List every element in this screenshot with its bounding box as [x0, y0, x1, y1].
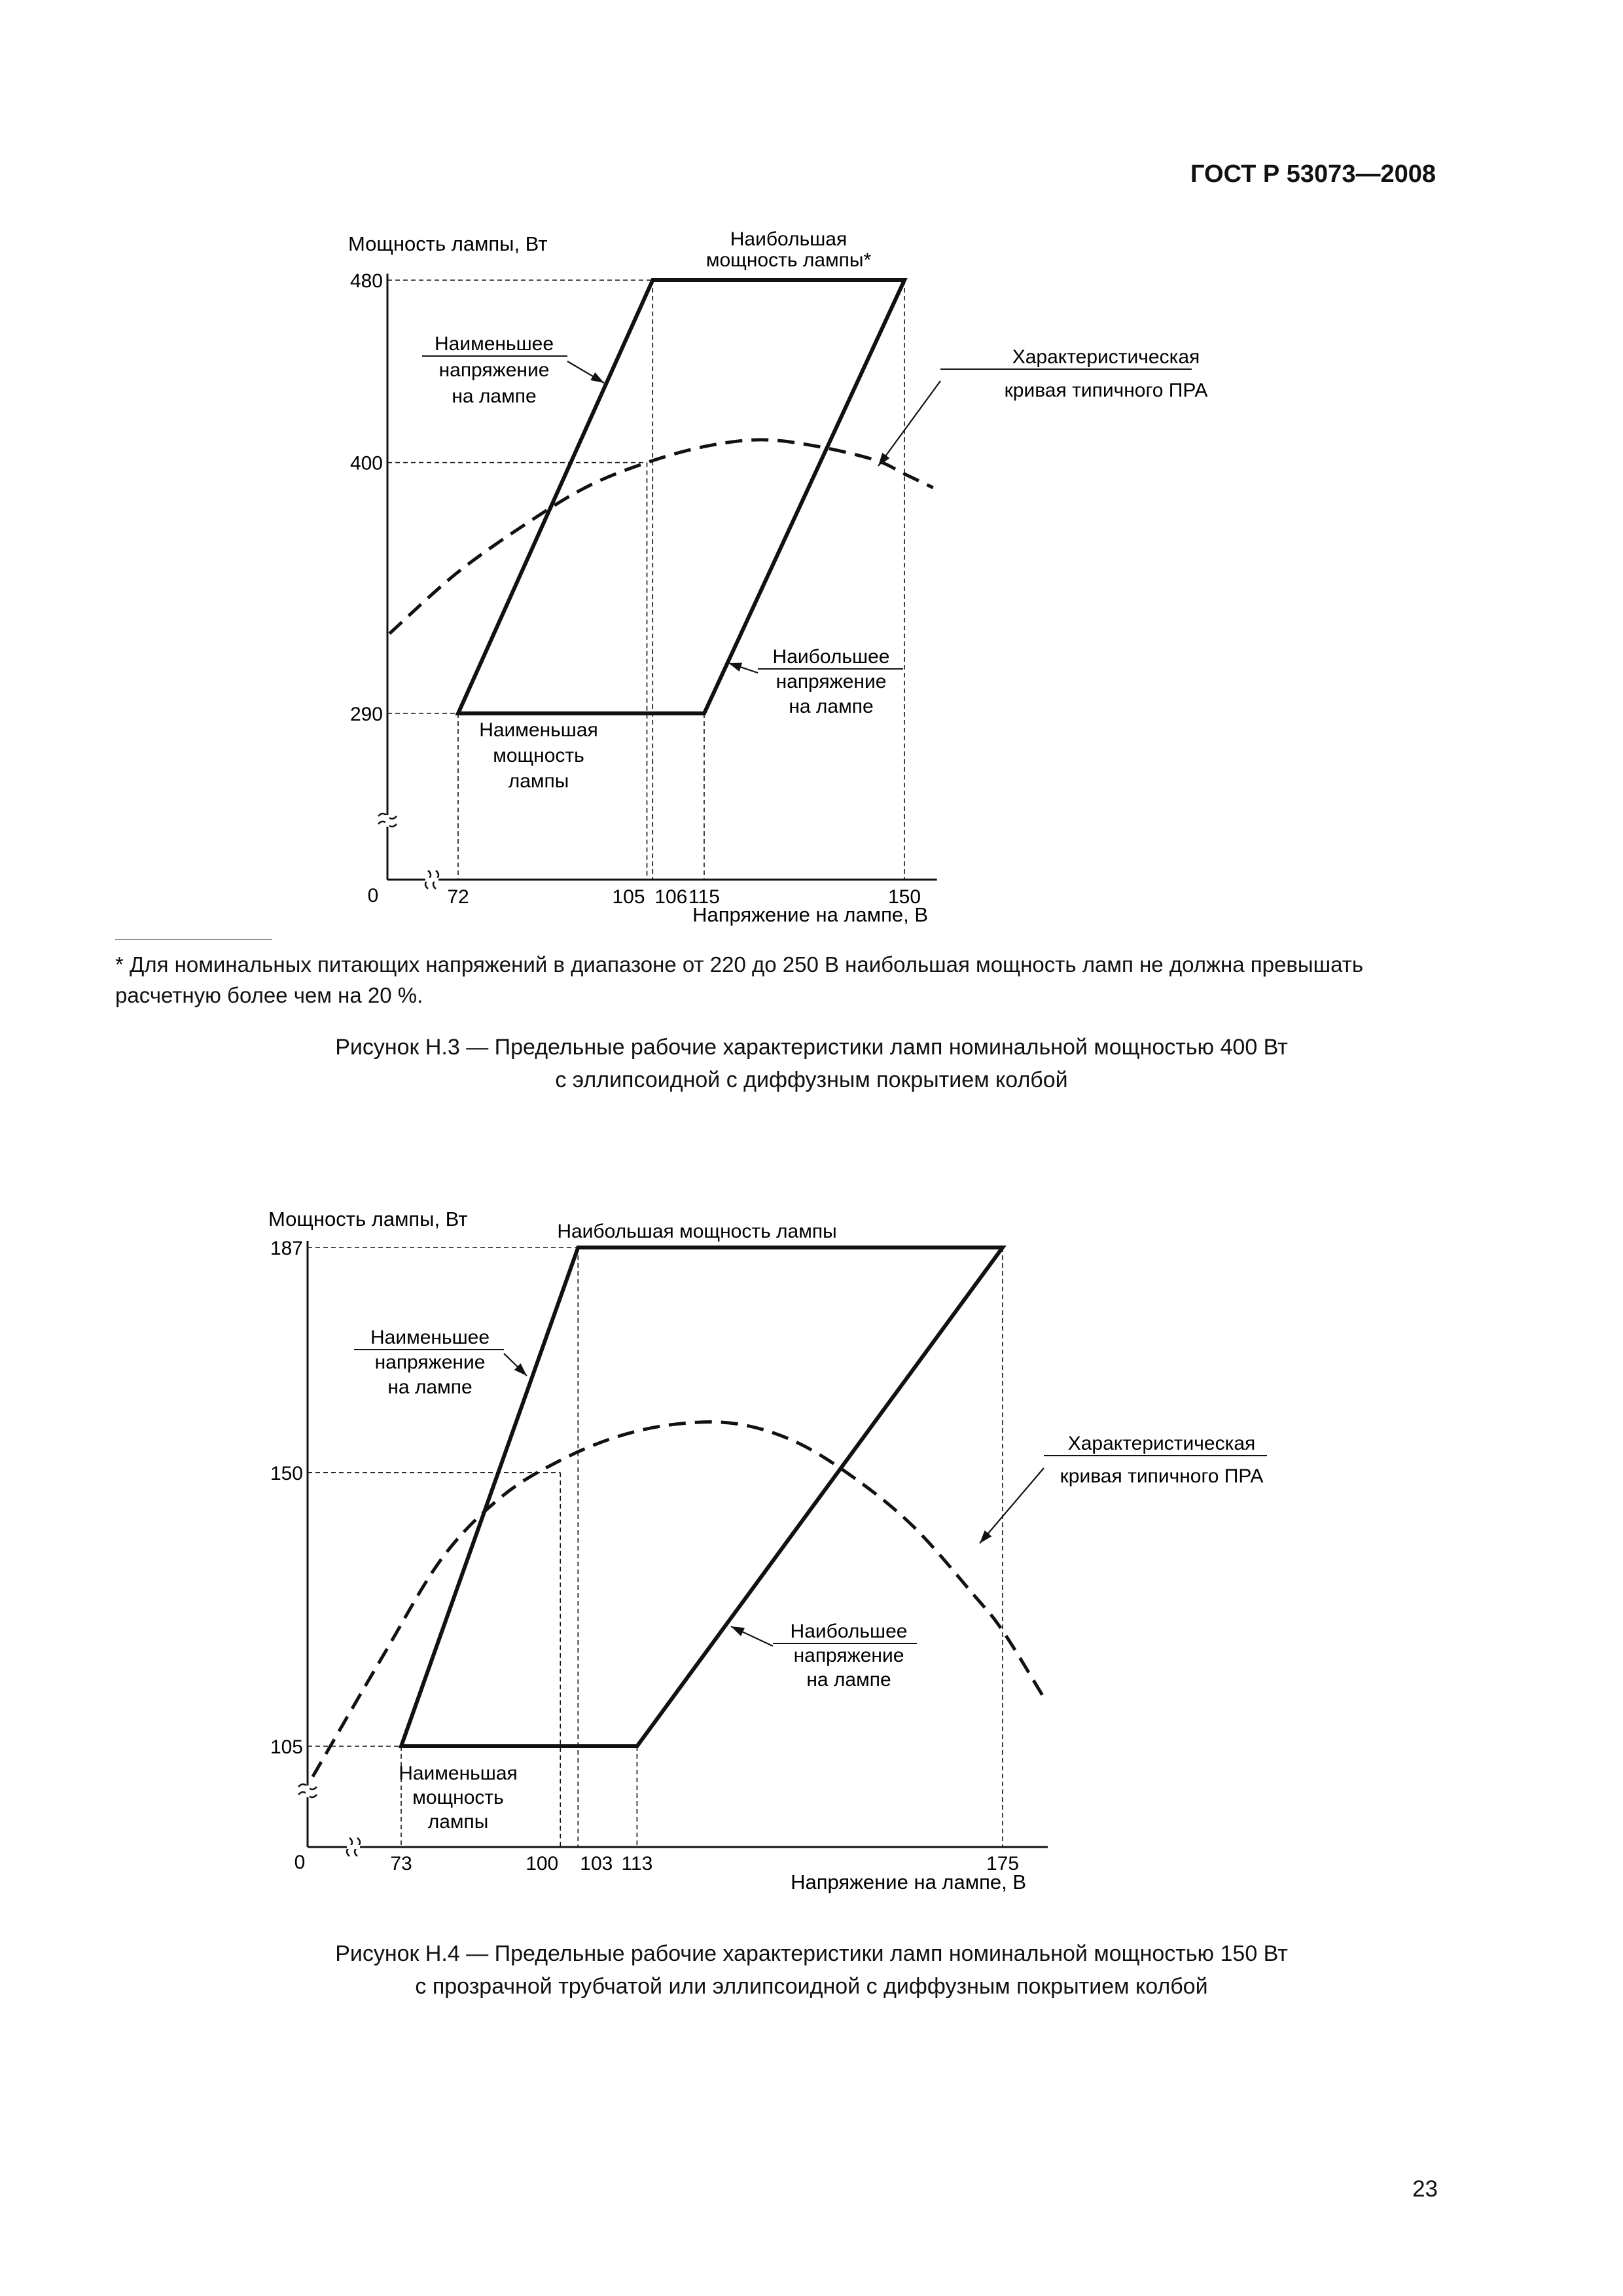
footnote-separator — [115, 939, 272, 940]
y-axis-title: Мощность лампы, Вт — [268, 1208, 468, 1230]
y-tick-label: 105 — [270, 1736, 303, 1758]
arrowhead-icon — [731, 1626, 745, 1636]
x-tick-label: 150 — [887, 886, 921, 908]
annotation-min-voltage-line2: напряжение — [438, 359, 550, 381]
y-axis-title: Мощность лампы, Вт — [348, 232, 548, 255]
x-tick-label: 106 — [654, 886, 688, 908]
origin-label: 0 — [294, 1852, 306, 1873]
x-axis-break-gap — [425, 878, 438, 882]
annotation-char-curve-line1: Характеристическая — [1067, 1433, 1256, 1454]
document-id: ГОСТ Р 53073—2008 — [1190, 160, 1436, 188]
figure-h4-caption-line2: с прозрачной трубчатой или эллипсоидной с диффузным покрытием колбой — [415, 1974, 1208, 1999]
figure-h4-chart — [0, 1204, 1623, 1924]
annotation-char-curve-line1: Характеристическая — [1012, 346, 1200, 368]
y-axis-break-gap — [385, 815, 389, 827]
characteristic-curve — [389, 440, 933, 634]
figure-h4-caption — [0, 1937, 1623, 2003]
x-axis-break-gap — [347, 1845, 360, 1849]
characteristic-curve — [313, 1422, 1044, 1777]
figure-h4-svg — [0, 1204, 1623, 1924]
annotation-min-voltage-line1: Наименьшее — [434, 333, 554, 355]
annotation-min-power-line3: лампы — [508, 770, 569, 792]
annotation-min-voltage-line2: напряжение — [374, 1352, 486, 1373]
annotation-char-curve-leader — [980, 1468, 1044, 1543]
x-axis-title: Напряжение на лампе, В — [791, 1871, 1026, 1893]
figure-h3-chart — [0, 216, 1623, 956]
annotation-char-curve-line2: кривая типичного ПРА — [1060, 1465, 1264, 1487]
annotation-max-voltage-line1: Наибольшее — [772, 646, 890, 668]
origin-label: 0 — [367, 885, 379, 906]
annotation-min-power-line2: мощность — [412, 1787, 504, 1808]
annotation-max-power-line2: мощность лампы* — [705, 249, 872, 271]
figure-h4-caption-line1: Рисунок Н.4 — Предельные рабочие характеристики ламп номинальной мощностью 150 Вт — [335, 1941, 1288, 1966]
annotation-char-curve-leader — [878, 381, 940, 466]
annotation-min-voltage-line1: Наименьшее — [370, 1327, 490, 1348]
x-tick-label: 73 — [390, 1853, 412, 1874]
annotation-min-power-line2: мощность — [493, 745, 584, 766]
arrowhead-icon — [590, 372, 604, 383]
figure-h3-caption-line2: с эллипсоидной с диффузным покрытием колбой — [555, 1067, 1068, 1092]
annotation-max-power-line1: Наибольшая — [730, 228, 847, 250]
x-tick-label: 100 — [526, 1853, 559, 1874]
x-tick-label: 105 — [612, 886, 645, 908]
footnote: * Для номинальных питающих напряжений в диапазоне от 220 до 250 В наибольшая мощность ламп не должна превышать расчетную более чем на 20 %. — [115, 952, 1364, 1007]
annotation-max-voltage-line1: Наибольшее — [790, 1621, 908, 1642]
annotation-min-power-line1: Наименьшая — [399, 1763, 518, 1784]
annotation-max-voltage-line3: на лампе — [789, 696, 874, 717]
x-tick-label: 113 — [621, 1853, 653, 1874]
x-axis-title: Напряжение на лампе, В — [692, 903, 928, 926]
annotation-max-voltage-line3: на лампе — [806, 1669, 891, 1691]
y-tick-label: 187 — [270, 1238, 303, 1259]
limits-trapezoid — [401, 1247, 1003, 1746]
arrowhead-icon — [728, 663, 742, 672]
y-tick-label: 150 — [270, 1462, 303, 1484]
annotation-max-voltage-line2: напряжение — [793, 1645, 904, 1666]
x-tick-label: 175 — [986, 1853, 1020, 1874]
annotation-min-voltage-line3: на лампе — [387, 1376, 473, 1398]
y-tick-label: 400 — [349, 452, 383, 475]
y-tick-label: 480 — [349, 270, 383, 292]
figure-h3-svg — [0, 216, 1623, 956]
annotation-min-voltage-line3: на лампе — [452, 386, 537, 407]
annotation-max-power-line1: Наибольшая мощность лампы — [557, 1221, 837, 1242]
y-tick-label: 290 — [349, 704, 383, 725]
x-tick-label: 72 — [447, 886, 469, 908]
figure-h3-caption-line1: Рисунок Н.3 — Предельные рабочие характеристики ламп номинальной мощностью 400 Вт — [335, 1035, 1288, 1060]
x-tick-label: 115 — [688, 886, 720, 908]
y-axis-break-gap — [306, 1785, 310, 1797]
annotation-min-power-line1: Наименьшая — [479, 719, 598, 741]
x-tick-label: 103 — [580, 1853, 613, 1874]
annotation-char-curve-line2: кривая типичного ПРА — [1004, 380, 1208, 401]
figure-h3-caption — [0, 1031, 1623, 1096]
annotation-max-voltage-line2: напряжение — [776, 671, 887, 692]
annotation-min-power-line3: лампы — [427, 1811, 489, 1833]
page-number: 23 — [1412, 2176, 1438, 2202]
